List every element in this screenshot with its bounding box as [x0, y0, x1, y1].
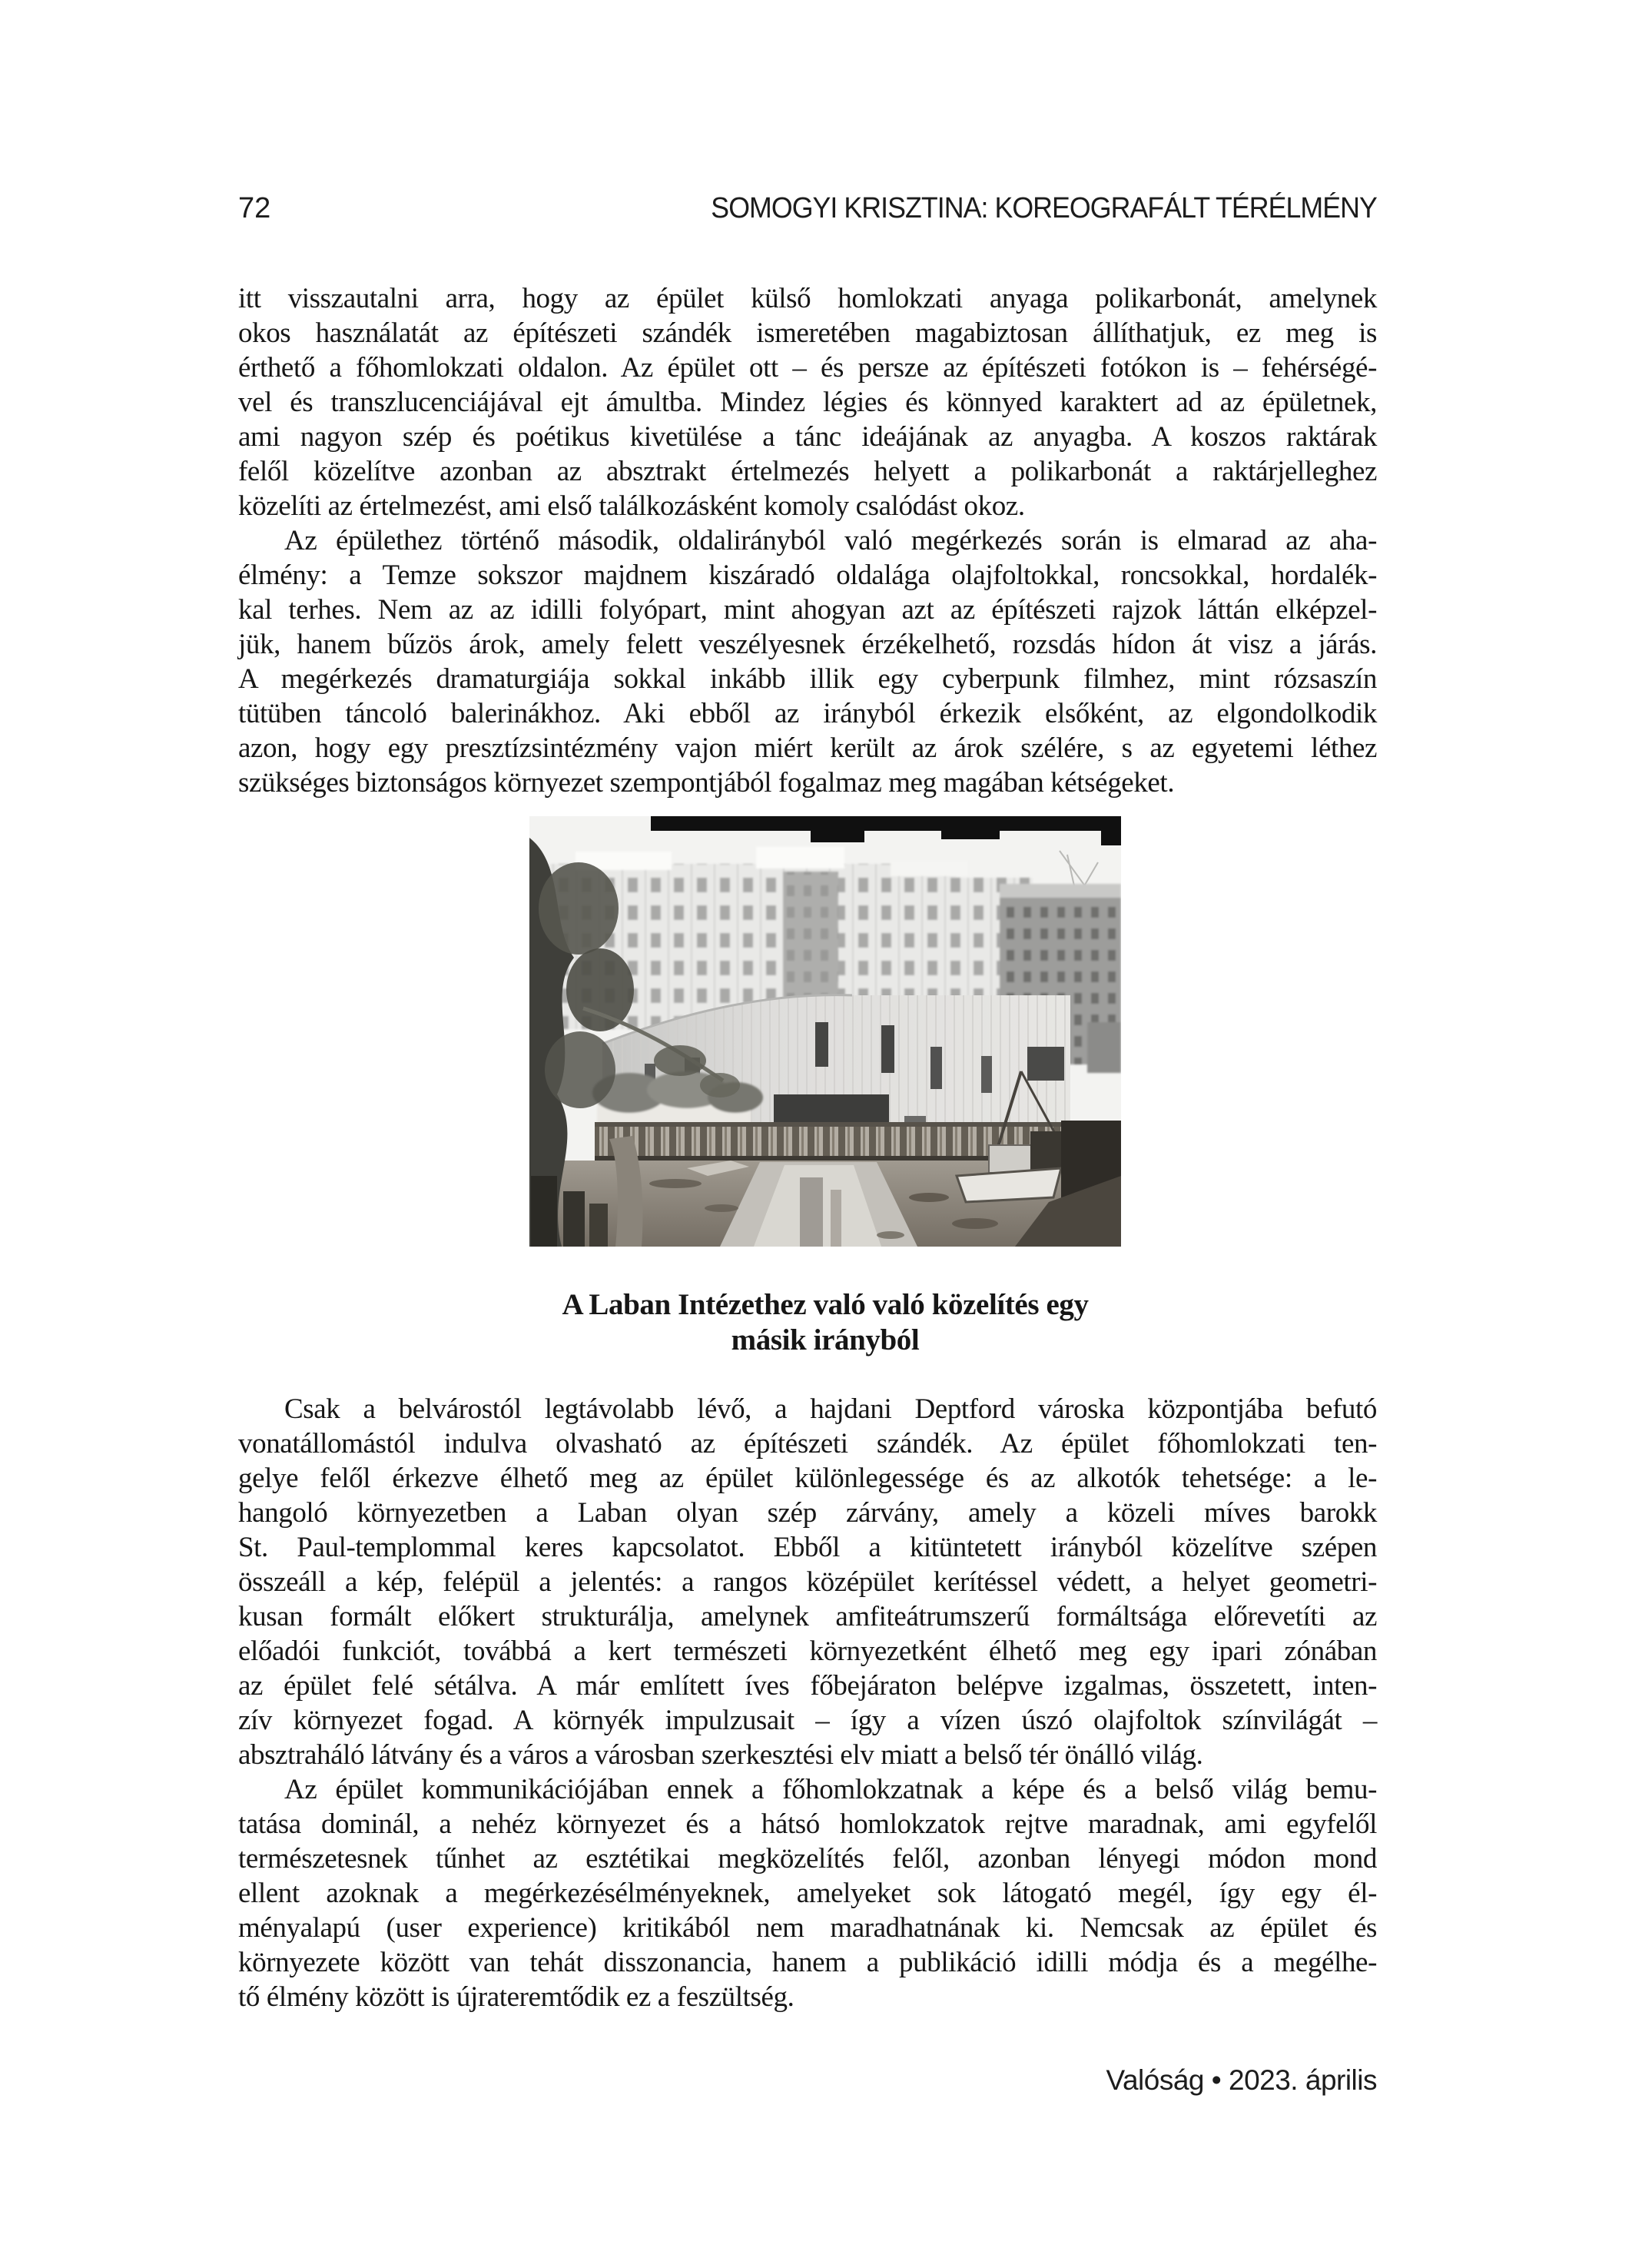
- paragraph: [238, 1772, 1377, 2014]
- text-line: vel és transzlucenciájával ejt ámultba. Mindez légies és könnyed karaktert ad az épületnek,: [238, 387, 1377, 418]
- text-line: vonatállomástól indulva olvasható az építészeti szándék. Az épület főhomlokzati ten-: [238, 1428, 1377, 1459]
- text-line: jük, hanem bűzös árok, amely felett veszélyesnek érzékelhető, rozsdás hídon át visz a járás.: [238, 629, 1377, 660]
- text-line: azon, hogy egy presztízsintézmény vajon miért került az árok szélére, s az egyetemi léthez: [238, 732, 1377, 764]
- text-line: St. Paul-templommal keres kapcsolatot. Ebből a kitüntetett irányból közelítve szépen: [238, 1532, 1377, 1563]
- text-line: összeáll a kép, felépül a jelentés: a rangos középület kerítéssel védett, a helyet geometri-: [238, 1566, 1377, 1598]
- article-text-top: [238, 281, 1377, 800]
- text-line: Az épület kommunikációjában ennek a főhomlokzatnak a képe és a belső világ bemu-: [284, 1774, 1377, 1805]
- text-line: szükséges biztonságos környezet szempontjából fogalmaz meg magában kétségeket.: [238, 767, 1175, 799]
- running-title: SOMOGYI KRISZTINA: KOREOGRAFÁLT TÉRÉLMÉNY: [711, 192, 1377, 224]
- paragraph: [238, 523, 1377, 800]
- text-line: az épület felé sétálva. A már említett íves főbejáraton belépve izgalmas, összetett, inten-: [238, 1670, 1377, 1702]
- text-line: okos használatát az építészeti szándék ismeretében magabiztosan állíthatjuk, ez meg is: [238, 317, 1377, 349]
- figure-photo: [529, 816, 1121, 1247]
- text-line: kusan formált előkert strukturálja, amelynek amfiteátrumszerű formáltsága előrevetíti az: [238, 1601, 1377, 1632]
- journal-footer: Valóság • 2023. április: [1106, 2064, 1377, 2096]
- text-line: gelye felől érkezve élhető meg az épület különlegessége és az alkotók tehetsége: a le-: [238, 1463, 1377, 1494]
- photo-illustration: [529, 816, 1121, 1247]
- text-line: tő élmény között is újrateremtődik ez a feszültség.: [238, 1981, 794, 2013]
- text-line: élmény: a Temze sokszor majdnem kiszáradó oldalága olajfoltokkal, roncsokkal, hordalék-: [238, 560, 1377, 591]
- text-line: érthető a főhomlokzati oldalon. Az épület ott – és persze az építészeti fotókon is – fehérségé-: [238, 352, 1377, 384]
- text-line: természetesnek tűnhet az esztétikai megközelítés felől, azonban lényegi módon mond: [238, 1843, 1377, 1875]
- text-line: ményalapú (user experience) kritikából nem maradhatnának ki. Nemcsak az épület és: [238, 1912, 1377, 1944]
- figure-caption: A Laban Intézethez való való közelítés egy másik irányból: [562, 1288, 1089, 1356]
- text-line: ellent azoknak a megérkezésélményeknek, amelyeket sok látogató megél, így egy él-: [238, 1878, 1377, 1909]
- running-head: [238, 192, 1377, 225]
- text-line: absztraháló látvány és a város a városban szerkesztési elv miatt a belső tér önálló világ.: [238, 1739, 1203, 1771]
- text-line: környezete között van tehát disszonancia, hanem a publikáció idilli módja és a megélhe-: [238, 1947, 1377, 1978]
- text-line: zív környezet fogad. A környék impulzusait – így a vízen úszó olajfoltok színvilágát –: [238, 1705, 1377, 1736]
- figure-block: [494, 816, 1121, 1358]
- paragraph: [238, 1392, 1377, 1772]
- text-line: Az épülethez történő második, oldalirányból való megérkezés során is elmarad az aha-: [284, 525, 1377, 556]
- text-line: Csak a belvárostól legtávolabb lévő, a hajdani Deptford városka központjába befutó: [284, 1393, 1377, 1425]
- text-line: ami nagyon szép és poétikus kivetülése a tánc ideájának az anyagba. A koszos raktárak: [238, 421, 1377, 453]
- article-text-bottom: [238, 1392, 1377, 2014]
- text-line: felől közelítve azonban az absztrakt értelmezés helyett a polikarbonát a raktárjelleghez: [238, 456, 1377, 487]
- text-line: tatása dominál, a nehéz környezet és a hátsó homlokzatok rejtve maradnak, ami egyfelől: [238, 1808, 1377, 1840]
- text-line: hangoló környezetben a Laban olyan szép zárvány, amely a közeli míves barokk: [238, 1497, 1377, 1529]
- text-line: A megérkezés dramaturgiája sokkal inkább illik egy cyberpunk filmhez, mint rózsaszín: [238, 663, 1377, 695]
- text-line: tütüben táncoló balerinákhoz. Aki ebből az irányból érkezik elsőként, az elgondolkodik: [238, 698, 1377, 729]
- text-line: kal terhes. Nem az az idilli folyópart, mint ahogyan azt az építészeti rajzok láttán elképzel-: [238, 594, 1377, 626]
- text-line: itt visszautalni arra, hogy az épület külső homlokzati anyaga polikarbonát, amelynek: [238, 283, 1377, 314]
- text-line: közelíti az értelmezést, ami első találkozásként komoly csalódást okoz.: [238, 490, 1025, 522]
- page-number: 72: [238, 192, 271, 224]
- text-line: előadói funkciót, továbbá a kert természeti környezetként élhető meg egy ipari zónában: [238, 1635, 1377, 1667]
- paragraph: [238, 281, 1377, 523]
- article-body: [238, 281, 1377, 2014]
